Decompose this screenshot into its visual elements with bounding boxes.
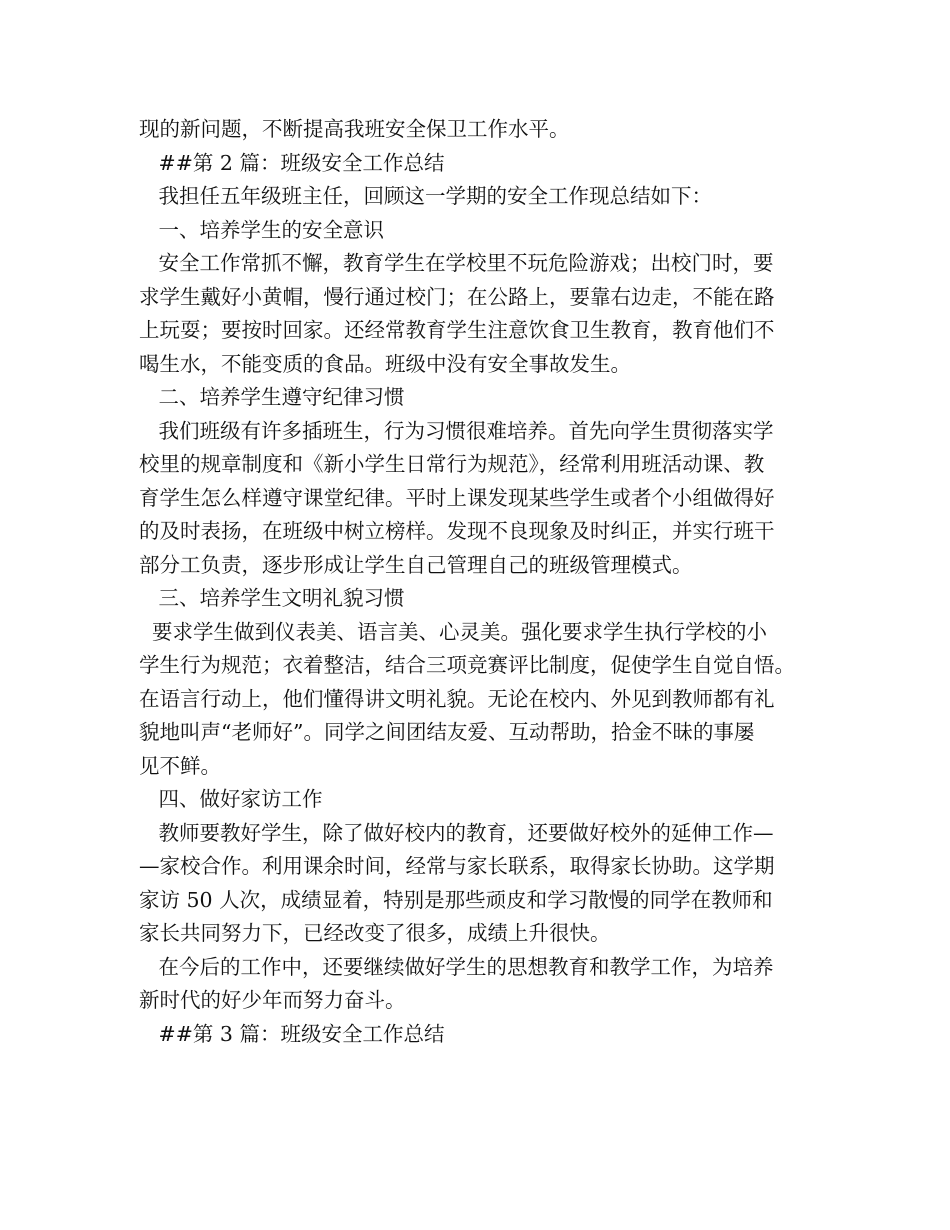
section-heading: ##第 2 篇：班级安全工作总结 — [139, 150, 445, 175]
subheading: 二、培养学生遵守纪律习惯 — [139, 385, 405, 409]
paragraph-line: 育学生怎么样遵守课堂纪律。平时上课发现某些学生或者个小组做得好 — [139, 485, 775, 510]
paragraph-line: —家校合作。利用课余时间，经常与家长联系，取得家长协助。这学期 — [139, 854, 775, 878]
paragraph-line: 在语言行动上，他们懂得讲文明礼貌。无论在校内、外见到教师都有礼 — [139, 686, 775, 711]
subheading: 三、培养学生文明礼貌习惯 — [139, 586, 405, 610]
paragraph-line: 家访 50 人次，成绩显着，特别是那些顽皮和学习散慢的同学在教师和 — [139, 887, 773, 912]
section-heading: ##第 3 篇：班级安全工作总结 — [139, 1021, 445, 1046]
paragraph-line: 家长共同努力下，已经改变了很多，成绩上升很快。 — [139, 921, 611, 945]
paragraph-line: 学生行为规范；衣着整洁，结合三项竞赛评比制度，促使学生自觉自悟。 — [139, 653, 795, 677]
paragraph-line: 部分工负责，逐步形成让学生自己管理自己的班级管理模式。 — [139, 552, 693, 577]
paragraph-line: 我们班级有许多插班生，行为习惯很难培养。首先向学生贯彻落实学 — [139, 418, 774, 443]
paragraph-line: 安全工作常抓不懈，教育学生在学校里不玩危险游戏；出校门时，要 — [139, 251, 774, 275]
subheading: 一、培养学生的安全意识 — [139, 217, 385, 242]
paragraph-line: 校里的规章制度和《新小学生日常行为规范》，经常利用班活动课、教 — [139, 452, 765, 476]
paragraph-line: 我担任五年级班主任，回顾这一学期的安全工作现总结如下： — [139, 184, 713, 208]
paragraph-line: 上玩耍；要按时回家。还经常教育学生注意饮食卫生教育，教育他们不 — [139, 318, 775, 342]
paragraph-line: 在今后的工作中，还要继续做好学生的思想教育和教学工作，为培养 — [139, 954, 774, 979]
subheading: 四、做好家访工作 — [139, 787, 323, 811]
paragraph-line: 见不鲜。 — [139, 753, 221, 778]
paragraph-line: 教师要教好学生，除了做好校内的教育，还要做好校外的延伸工作— — [139, 820, 774, 845]
document-body — [139, 113, 819, 1051]
paragraph-line: 新时代的好少年而努力奋斗。 — [139, 988, 406, 1012]
paragraph-line: 喝生水，不能变质的食品。班级中没有安全事故发生。 — [139, 351, 631, 376]
paragraph-line: 貌地叫声“老师好”。同学之间团结友爱、互动帮助，拾金不昧的事屡 — [139, 720, 755, 744]
paragraph-line: 要求学生做到仪表美、语言美、心灵美。强化要求学生执行学校的小 — [139, 619, 768, 644]
paragraph-line: 现的新问题，不断提高我班安全保卫工作水平。 — [139, 117, 570, 141]
paragraph-line: 的及时表扬，在班级中树立榜样。发现不良现象及时纠正，并实行班干 — [139, 519, 775, 543]
paragraph-line: 求学生戴好小黄帽，慢行通过校门；在公路上，要靠右边走，不能在路 — [139, 284, 775, 309]
